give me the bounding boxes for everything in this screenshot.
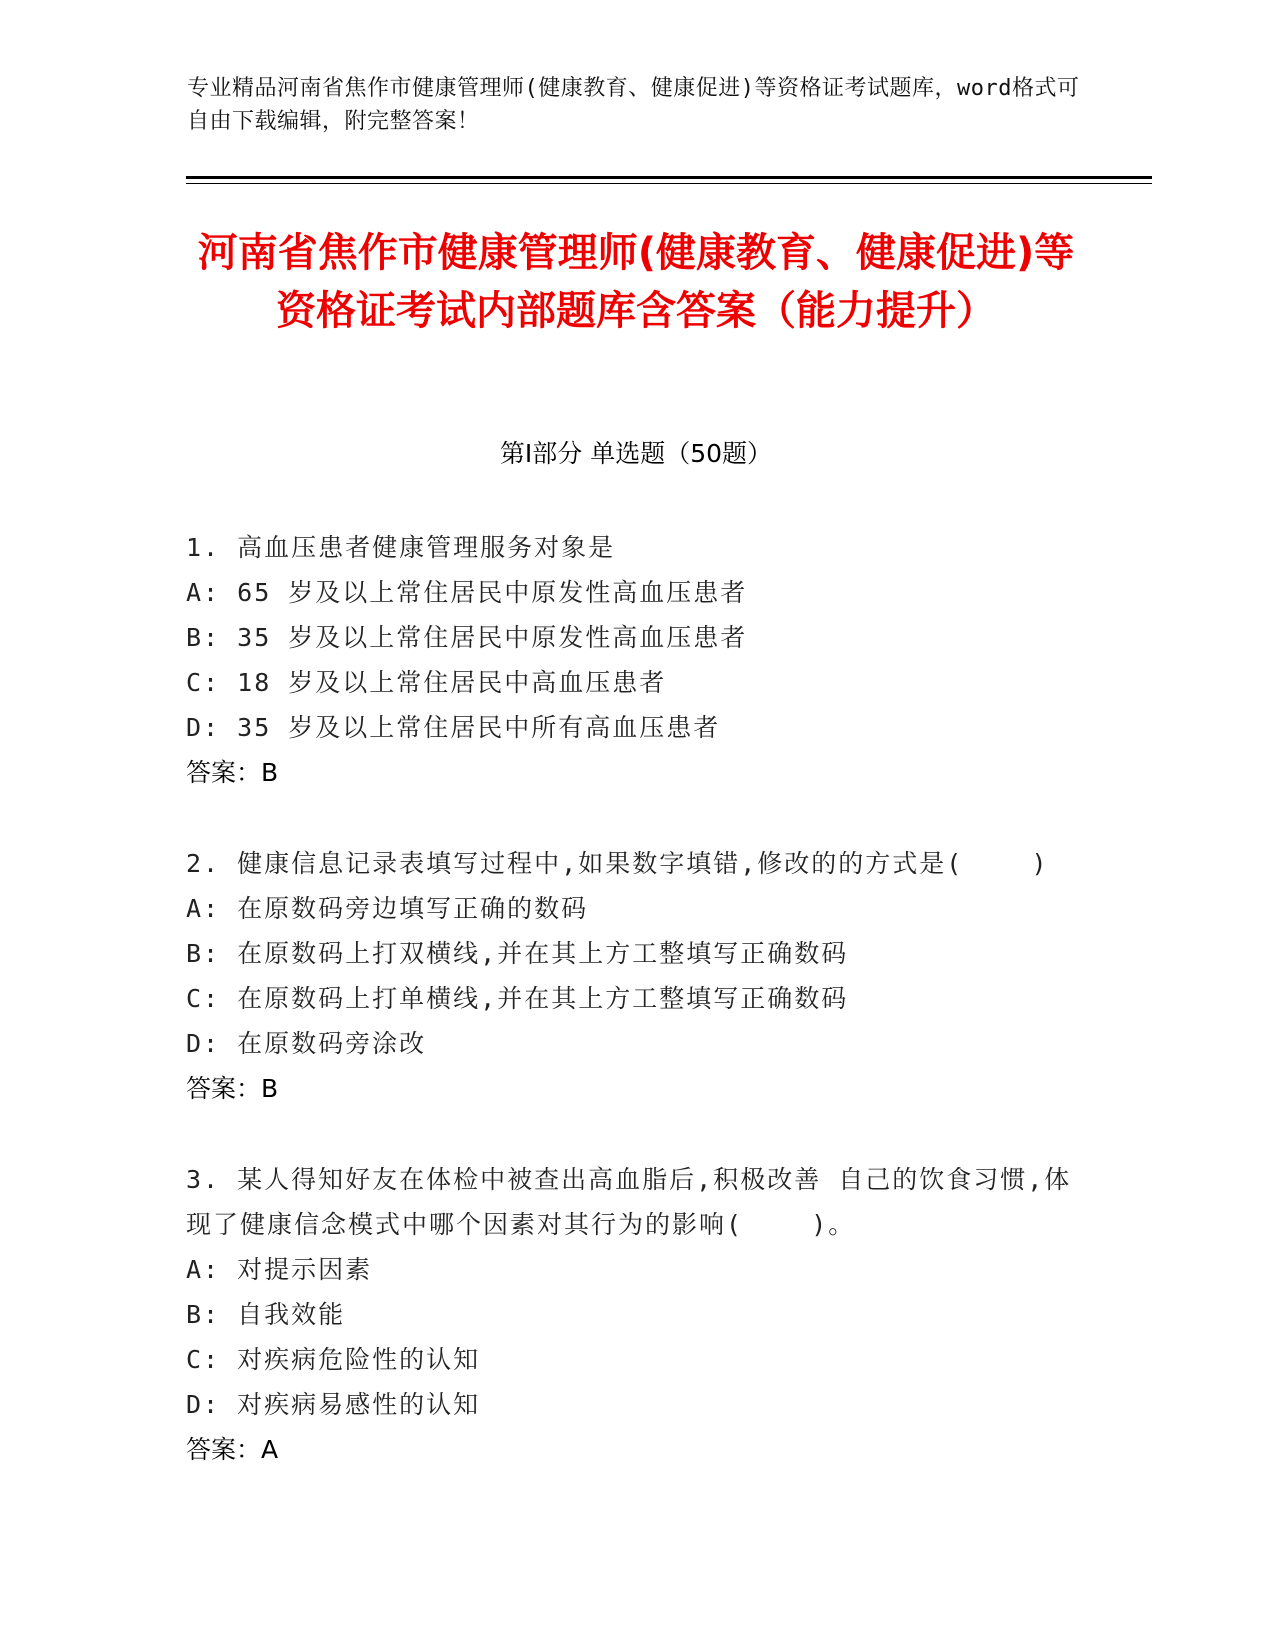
- question-3: [186, 1157, 1086, 1472]
- answer-label: 答案：B: [186, 1074, 279, 1103]
- option-c: C: 在原数码上打单横线,并在其上方工整填写正确数码: [186, 984, 849, 1013]
- option-b: B: 在原数码上打双横线,并在其上方工整填写正确数码: [186, 939, 849, 968]
- option-b: B: 自我效能: [186, 1300, 346, 1329]
- question-list: [186, 525, 1086, 1518]
- question-stem: 2. 健康信息记录表填写过程中,如果数字填错,修改的的方式是( ): [186, 849, 1049, 878]
- option-a: A: 对提示因素: [186, 1255, 373, 1284]
- option-d: D: 35 岁及以上常住居民中所有高血压患者: [186, 713, 721, 742]
- document-title: 河南省焦作市健康管理师(健康教育、健康促进)等资格证考试内部题库含答案（能力提升）: [197, 230, 1075, 334]
- option-c: C: 18 岁及以上常住居民中高血压患者: [186, 668, 667, 697]
- option-d: D: 在原数码旁涂改: [186, 1029, 427, 1058]
- header-divider-thin: [186, 183, 1152, 184]
- header-divider-thick: [186, 176, 1152, 179]
- answer-label: 答案：A: [186, 1435, 279, 1464]
- option-b: B: 35 岁及以上常住居民中原发性高血压患者: [186, 623, 748, 652]
- option-a: A: 65 岁及以上常住居民中原发性高血压患者: [186, 578, 748, 607]
- header-note: 专业精品河南省焦作市健康管理师(健康教育、健康促进)等资格证考试题库，word格式可自由下载编辑，附完整答案！: [187, 76, 1080, 134]
- question-stem: 3. 某人得知好友在体检中被查出高血脂后,积极改善 自己的饮食习惯,体现了健康信念模式中哪个因素对其行为的影响( )。: [186, 1165, 1072, 1239]
- section-title: 第Ⅰ部分 单选题（50题）: [499, 439, 773, 468]
- question-2: [186, 841, 1086, 1111]
- option-d: D: 对疾病易感性的认知: [186, 1390, 481, 1419]
- option-c: C: 对疾病危险性的认知: [186, 1345, 481, 1374]
- option-a: A: 在原数码旁边填写正确的数码: [186, 894, 589, 923]
- answer-label: 答案：B: [186, 758, 279, 787]
- question-1: [186, 525, 1086, 795]
- question-stem: 1. 高血压患者健康管理服务对象是: [186, 533, 616, 562]
